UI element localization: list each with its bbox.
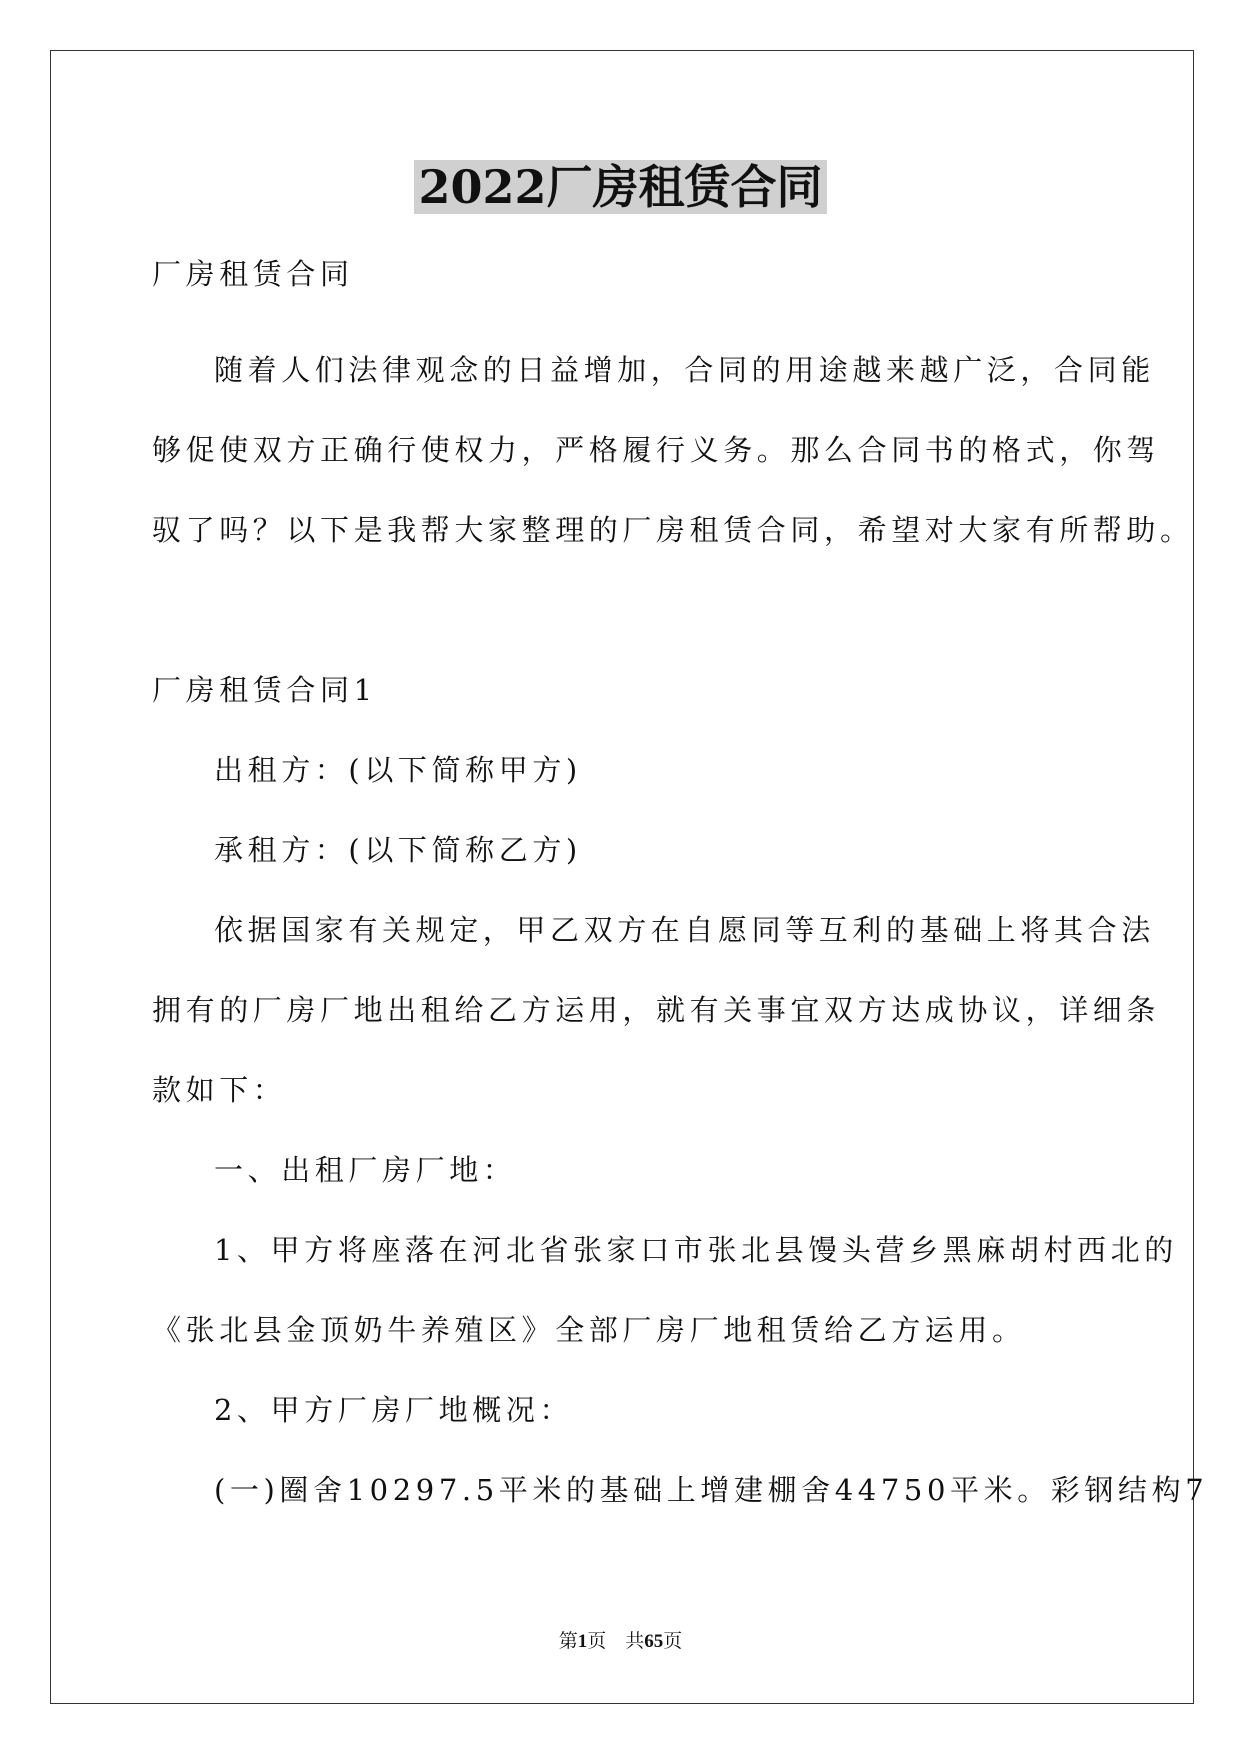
page-border bbox=[50, 50, 1194, 1704]
paragraph-line: 拥有的厂房厂地出租给乙方运用，就有关事宜双方达成协议，详细条 bbox=[152, 993, 1161, 1027]
paragraph-line: 够促使双方正确行使权力，严格履行义务。那么合同书的格式，你驾 bbox=[152, 433, 1161, 467]
paragraph-line: 一、出租厂房厂地： bbox=[214, 1153, 517, 1187]
paragraph-line: 《张北县金顶奶牛养殖区》全部厂房厂地租赁给乙方运用。 bbox=[152, 1313, 1026, 1347]
paragraph-line: 承租方：(以下简称乙方) bbox=[214, 833, 582, 867]
footer-suffix: 页 bbox=[663, 1631, 683, 1652]
subtitle-line: 厂房租赁合同 bbox=[152, 257, 354, 291]
paragraph-line: 1、甲方将座落在河北省张家口市张北县馒头营乡黑麻胡村西北的 bbox=[214, 1233, 1178, 1267]
footer-mid: 页 共 bbox=[587, 1631, 645, 1652]
paragraph-line: 依据国家有关规定，甲乙双方在自愿同等互利的基础上将其合法 bbox=[214, 913, 1155, 947]
paragraph-line: 2、甲方厂房厂地概况： bbox=[214, 1393, 574, 1427]
section-heading: 厂房租赁合同1 bbox=[152, 673, 377, 707]
total-pages: 65 bbox=[644, 1631, 664, 1652]
page-number: 1 bbox=[577, 1631, 588, 1652]
paragraph-line: 出租方：(以下简称甲方) bbox=[214, 753, 582, 787]
paragraph-line: 驭了吗？以下是我帮大家整理的厂房租赁合同，希望对大家有所帮助。 bbox=[152, 513, 1194, 547]
document-title-text: 2022厂房租赁合同 bbox=[414, 160, 826, 214]
footer-prefix: 第 bbox=[558, 1631, 578, 1652]
document-title bbox=[0, 158, 1241, 216]
paragraph-line: (一)圈舍10297.5平米的基础上增建棚舍44750平米。彩钢结构7 bbox=[214, 1473, 1209, 1507]
paragraph-line: 款如下： bbox=[152, 1073, 287, 1107]
paragraph-line: 随着人们法律观念的日益增加，合同的用途越来越广泛，合同能 bbox=[214, 353, 1155, 387]
page-footer bbox=[0, 1626, 1241, 1653]
